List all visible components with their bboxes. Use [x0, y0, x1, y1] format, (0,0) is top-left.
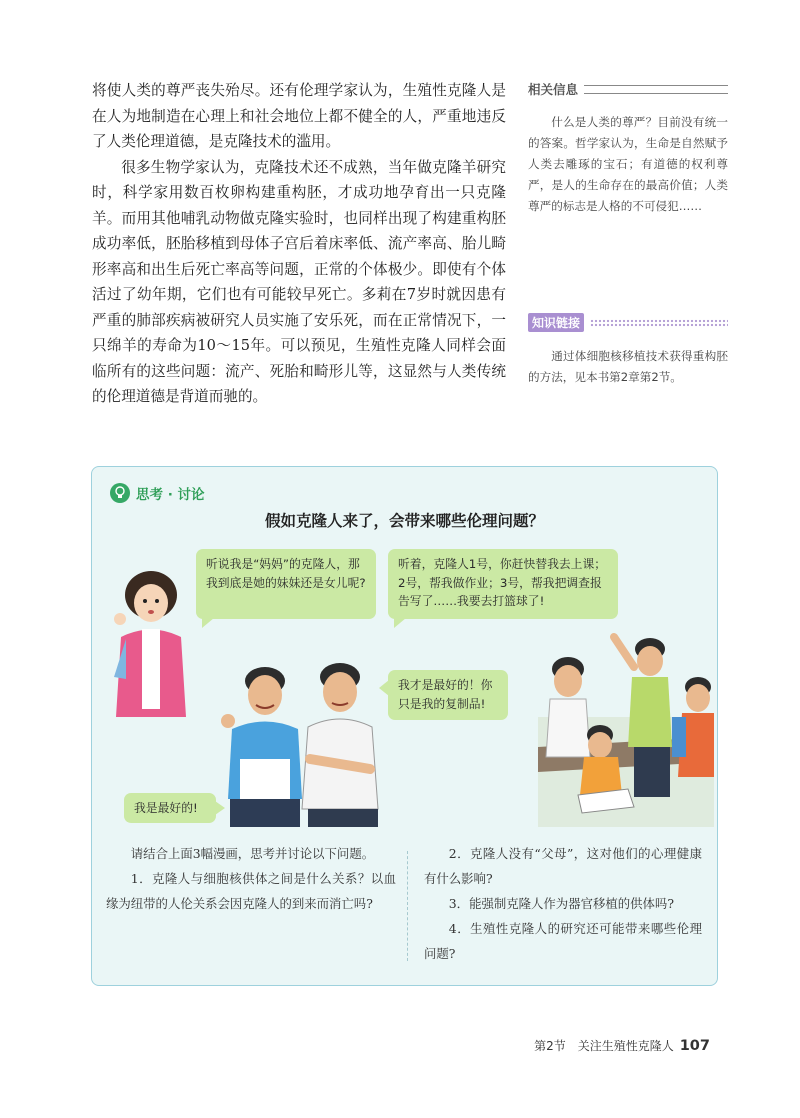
knowledge-link-title: 知识链接 [528, 313, 584, 332]
knowledge-link-body: 通过体细胞核移植技术获得重构胚的方法，见本书第2章第2节。 [528, 349, 728, 384]
knowledge-link-header [528, 313, 728, 332]
related-info-header [528, 80, 728, 98]
speech-bubble-clone: 我是最好的! [124, 793, 216, 823]
discussion-header [110, 483, 205, 503]
question-2: 2．克隆人没有“父母”，这对他们的心理健康有什么影响? [424, 846, 702, 886]
questions-right-column [424, 841, 702, 966]
paragraph-1: 将使人类的尊严丧失殆尽。还有伦理学家认为，生殖性克隆人是在人为地制造在心理上和社会地位上都不健全的人，严重地违反了人类伦理道德，是克隆技术的滥用。 [92, 82, 506, 150]
question-4: 4．生殖性克隆人的研究还可能带来哪些伦理问题? [424, 921, 702, 961]
discussion-label: 思考 · 讨论 [136, 487, 205, 503]
related-info-title: 相关信息 [528, 82, 579, 97]
speech-bubble-mother: 听说我是“妈妈”的克隆人，那我到底是她的妹妹还是女儿呢? [196, 549, 376, 619]
paragraph-2: 很多生物学家认为，克隆技术还不成熟，当年做克隆羊研究时，科学家用数百枚卵构建重构胚，才成功地孕育出一只克隆羊。而用其他哺乳动物做克隆实验时，也同样出现了构建重构胚成功率低，胚胎移植到母体子宫后着床率低、流产率高、胎儿畸形率高和出生后死亡率高等问题，正常的个体极少。即使有个体活过了幼年期，它们也有可能较早死亡。多莉在7岁时就因患有严重的肺部疾病被研究人员实施了安乐死，而在正常情况下，一只绵羊的寿命为10～15年。可以预见，生殖性克隆人同样会面临所有的这些问题：流产、死胎和畸形儿等，这显然与人类传统的伦理道德是背道而驰的。 [92, 158, 506, 405]
sidebar-related-info [528, 80, 728, 217]
main-text [92, 78, 506, 410]
question-3: 3．能强制克隆人作为器官移植的供体吗? [448, 896, 674, 911]
sidebar-knowledge-link [528, 313, 728, 388]
questions-left-column [106, 841, 396, 916]
speech-bubble-original: 我才是最好的！你只是我的复制品! [388, 670, 508, 720]
page-number: 107 [679, 1038, 710, 1054]
questions-divider [407, 851, 408, 961]
question-1: 1．克隆人与细胞核供体之间是什么关系？以血缘为纽带的人伦关系会因克隆人的到来而消亡吗? [106, 871, 396, 911]
footer-section-title: 第2节 关注生殖性克隆人 [534, 1039, 674, 1053]
page-footer [534, 1037, 710, 1054]
related-info-body: 什么是人类的尊严？目前没有统一的答案。哲学家认为，生命是自然赋予人类去雕琢的宝石；有道德的权利尊严，是人的生命存在的最高价值；人类尊严的标志是人格的不可侵犯…… [528, 115, 728, 213]
students-group-illustration [538, 627, 714, 827]
dotted-rule [590, 319, 728, 327]
discussion-box [91, 466, 718, 986]
discussion-intro: 请结合上面3幅漫画，思考并讨论以下问题。 [130, 846, 375, 861]
woman-illustration [106, 567, 196, 727]
two-boys-illustration [210, 659, 400, 829]
speech-bubble-clones: 听着，克隆人1号，你赶快替我去上课；2号，帮我做作业；3号，帮我把调查报告写了……我要去打篮球了! [388, 549, 618, 619]
header-rule [584, 85, 728, 94]
lightbulb-icon [110, 483, 130, 503]
discussion-question: 假如克隆人来了，会带来哪些伦理问题？ [264, 512, 544, 530]
